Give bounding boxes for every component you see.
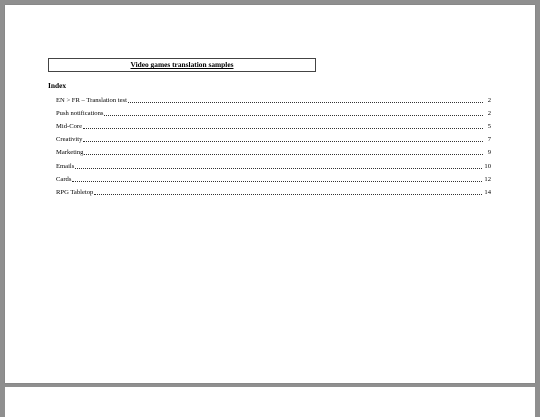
title-box — [48, 58, 316, 72]
toc-entry[interactable] — [56, 183, 491, 196]
toc-dot-leader — [104, 115, 483, 116]
document-page — [5, 5, 535, 383]
toc-entry[interactable] — [56, 131, 491, 144]
toc-entry[interactable] — [56, 104, 491, 117]
toc-dot-leader — [72, 181, 482, 182]
toc-entry[interactable] — [56, 157, 491, 170]
toc-entry-page-number[interactable]: 10 — [484, 162, 491, 170]
toc-dot-leader — [83, 141, 483, 142]
toc-dot-leader — [83, 128, 483, 129]
toc-entry-page-number[interactable]: 2 — [487, 109, 491, 117]
toc-dot-leader — [128, 102, 483, 103]
document-title: Video games translation samples — [130, 60, 234, 70]
toc-entry-page-number[interactable]: 2 — [487, 96, 491, 104]
next-page-preview — [5, 387, 535, 417]
toc-entry[interactable] — [56, 144, 491, 157]
toc-entry[interactable] — [56, 91, 491, 104]
toc-entry-page-number[interactable]: 9 — [487, 149, 491, 157]
toc-dot-leader — [75, 168, 482, 169]
toc-entry-page-number[interactable]: 12 — [484, 175, 491, 183]
toc-entry-label[interactable]: Push notifications — [56, 109, 104, 117]
toc-entry-page-number[interactable]: 14 — [484, 188, 491, 196]
toc-entry-label[interactable]: Marketing — [56, 149, 84, 157]
toc-entry[interactable] — [56, 170, 491, 183]
toc-entry-label[interactable]: Mid-Core — [56, 122, 83, 130]
table-of-contents — [56, 91, 491, 197]
toc-entry[interactable] — [56, 117, 491, 130]
index-heading: Index — [48, 81, 67, 90]
toc-entry-label[interactable]: Emails — [56, 162, 75, 170]
toc-dot-leader — [94, 194, 482, 195]
toc-entry-page-number[interactable]: 5 — [487, 122, 491, 130]
toc-dot-leader — [84, 154, 483, 155]
toc-entry-label[interactable]: Creativity — [56, 136, 83, 144]
toc-entry-page-number[interactable]: 7 — [487, 136, 491, 144]
toc-entry-label[interactable]: EN > FR – Translation test — [56, 96, 127, 104]
toc-entry-label[interactable]: Cards — [56, 175, 72, 183]
toc-entry-label[interactable]: RPG Tabletop — [56, 188, 94, 196]
